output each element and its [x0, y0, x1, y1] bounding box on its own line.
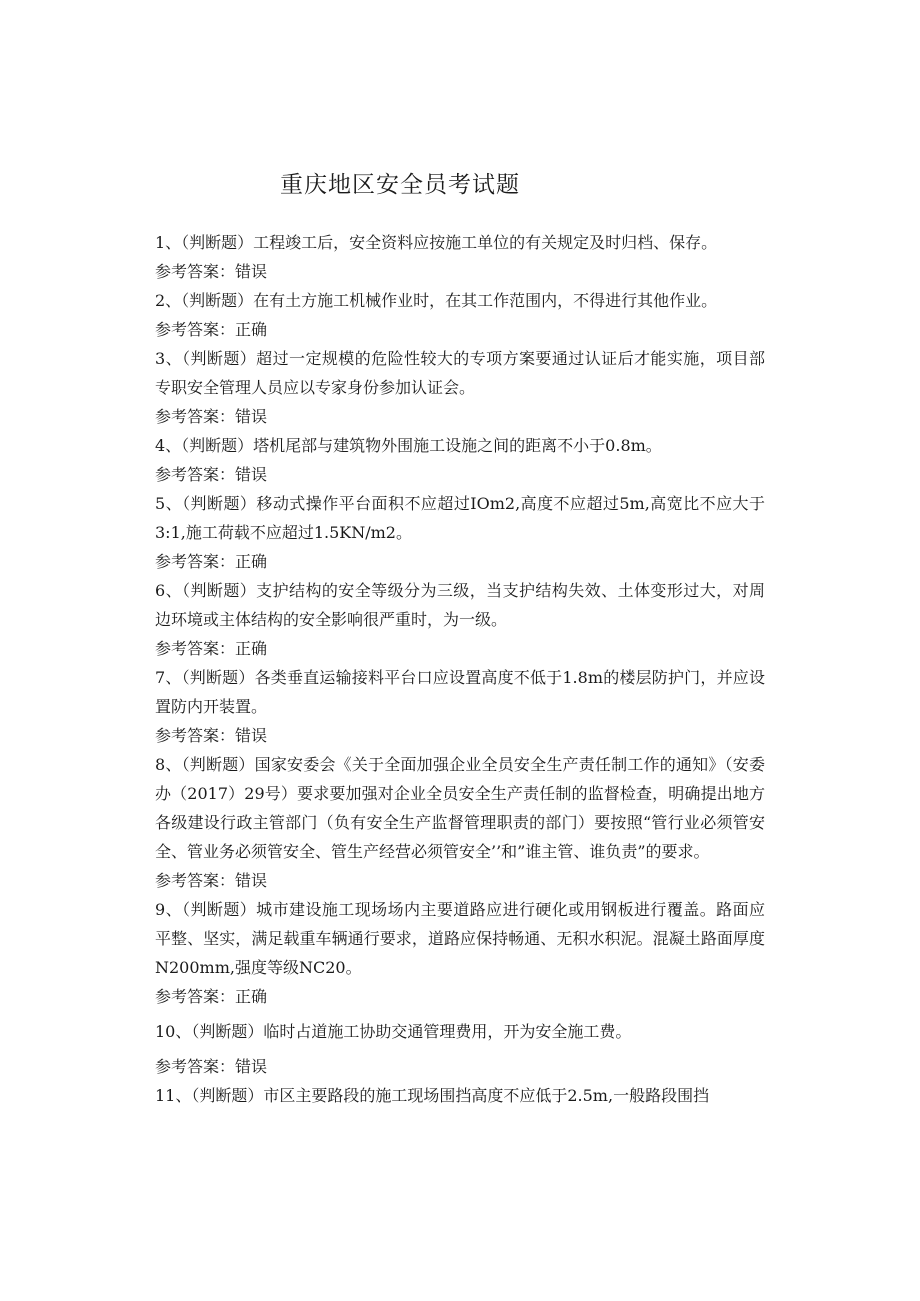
page-title: 重庆地区安全员考试题 — [280, 172, 520, 198]
question-text: 6、（判断题）支护结构的安全等级分为三级，当支护结构失效、土体变形过大，对周边环境或主体结构的安全影响很严重时，为一级。 — [155, 581, 765, 629]
question-text: 10、（判断题）临时占道施工协助交通管理费用，开为安全施工费。 — [155, 1022, 632, 1041]
answer-text: 参考答案：错误 — [155, 726, 268, 745]
question-text: 4、（判断题）塔机尾部与建筑物外围施工设施之间的距离不小于0.8m。 — [155, 436, 662, 455]
question-text: 11、（判断题）市区主要路段的施工现场围挡高度不应低于2.5m,一般路段围挡 — [155, 1086, 710, 1105]
answer-text: 参考答案：错误 — [155, 871, 268, 890]
question-text: 1、（判断题）工程竣工后，安全资料应按施工单位的有关规定及时归档、保存。 — [155, 233, 718, 252]
answer-text: 参考答案：错误 — [155, 407, 268, 426]
question-text: 3、（判断题）超过一定规模的危险性较大的专项方案要通过认证后才能实施，项目部专职安全管理人员应以专家身份参加认证会。 — [155, 349, 765, 397]
answer-text: 参考答案：错误 — [155, 262, 268, 281]
question-text: 9、（判断题）城市建设施工现场场内主要道路应进行硬化或用钢板进行覆盖。路面应平整、坚实，满足载重车辆通行要求，道路应保持畅通、无积水积泥。混凝土路面厚度N200mm,强度等级NC20。 — [155, 900, 765, 977]
question-text: 8、（判断题）国家安委会《关于全面加强企业全员安全生产责任制工作的通知》（安委办（2017）29号）要求要加强对企业全员安全生产责任制的监督检查，明确提出地方各级建设行政主管部门（负有安全生产监督管理职责的部门）要按照“管行业必须管安全、管业务必须管安全、管生产经营必须管安全’’和”谁主管、谁负责”的要求。 — [155, 755, 765, 861]
question-text: 7、（判断题）各类垂直运输接料平台口应设置高度不低于1.8m的楼层防护门，并应设置防内开装置。 — [155, 668, 765, 716]
answer-text: 参考答案：正确 — [155, 639, 268, 658]
answer-text: 参考答案：错误 — [155, 465, 268, 484]
answer-text: 参考答案：正确 — [155, 320, 268, 339]
answer-text: 参考答案：正确 — [155, 987, 268, 1006]
answer-text: 参考答案：错误 — [155, 1057, 268, 1076]
question-text: 2、（判断题）在有土方施工机械作业时，在其工作范围内，不得进行其他作业。 — [155, 291, 718, 310]
question-list — [155, 228, 765, 1110]
question-text: 5、（判断题）移动式操作平台面积不应超过IOm2,高度不应超过5m,高宽比不应大于3:1,施工荷载不应超过1.5KN/m2。 — [155, 494, 765, 542]
answer-text: 参考答案：正确 — [155, 552, 268, 571]
